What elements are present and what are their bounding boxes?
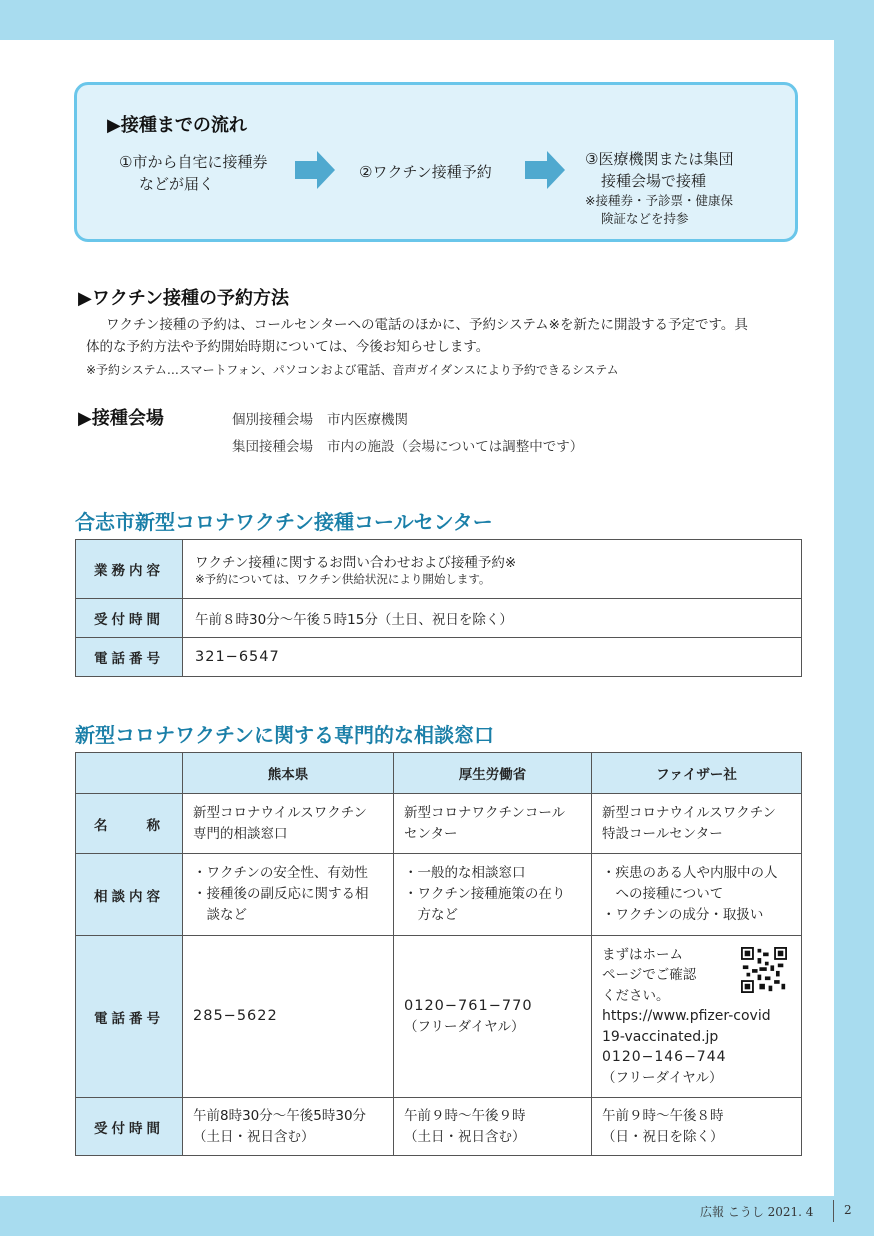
flow-step-1-line1: ①市から自宅に接種券 — [119, 153, 268, 171]
row-value: 午前８時30分～午後５時15分（土日、祝日を除く） — [183, 599, 802, 638]
cell-phone-mhlw — [394, 936, 592, 1098]
pfizer-line: まずはホーム — [602, 946, 683, 963]
reservation-text-1: ワクチン接種の予約は、コールセンターへの電話のほかに、予約システム※を新たに開設する予定です。具 — [106, 317, 748, 333]
venue-row-individual — [232, 408, 408, 428]
pfizer-phone-note: （フリーダイヤル） — [602, 1069, 723, 1086]
column-header: ファイザー社 — [592, 753, 802, 794]
row-label: 業務内容 — [76, 540, 183, 599]
cell-line: （日・祝日を除く） — [602, 1128, 724, 1145]
table-header-row — [76, 753, 802, 794]
pfizer-line: ページでご確認 — [602, 967, 697, 984]
table-row — [76, 599, 802, 638]
cell-line: 特設コールセンター — [602, 825, 723, 842]
venue-title: ▶接種会場 — [78, 408, 164, 429]
cell — [183, 854, 394, 936]
table-row — [76, 540, 802, 599]
cell-line: 談など — [193, 907, 247, 923]
venue-value: 市内の施設（会場については調整中です） — [327, 439, 584, 455]
flow-step-3-note1: ※接種券・予診票・健康保 — [585, 193, 733, 208]
cell — [592, 794, 802, 854]
header-empty — [76, 753, 183, 794]
flow-step-3-line2: 接種会場で接種 — [601, 172, 707, 190]
footer-divider — [833, 1200, 834, 1222]
column-header: 熊本県 — [183, 753, 394, 794]
mhlw-phone-note: （フリーダイヤル） — [404, 1018, 525, 1035]
flow-step-3-note2: 険証などを持参 — [601, 211, 689, 226]
flow-step-1-line2: などが届く — [139, 175, 215, 193]
cell-line: 新型コロナウイルスワクチン — [193, 804, 368, 821]
flow-step-2: ②ワクチン接種予約 — [359, 163, 492, 181]
cell-line: 午前９時～午後９時 — [404, 1107, 526, 1124]
flow-step-3-line1: ③医療機関または集団 — [585, 150, 734, 168]
cell — [394, 1098, 592, 1156]
arrow-right-icon — [295, 151, 335, 189]
cell-line: 新型コロナウイルスワクチン — [602, 804, 777, 821]
cell-line: ・疾患のある人や内服中の人 — [602, 865, 778, 881]
qr-code-icon[interactable] — [741, 947, 787, 993]
table-row — [76, 854, 802, 936]
cell — [592, 1098, 802, 1156]
mhlw-phone: 0120−761−770 — [404, 997, 533, 1014]
cell-line: 新型コロナワクチンコール — [404, 804, 566, 821]
cell-line: ・ワクチン接種施策の在り — [404, 886, 566, 902]
callcenter-phone: 321−6547 — [183, 638, 802, 677]
arrow-right-icon — [525, 151, 565, 189]
cell-line: センター — [404, 825, 458, 842]
pfizer-url-cont[interactable]: 19-vaccinated.jp — [602, 1028, 719, 1045]
cell-line: 方など — [404, 907, 458, 923]
pfizer-line: ください。 — [602, 987, 670, 1004]
row-label: 受付時間 — [76, 599, 183, 638]
venue-label: 個別接種会場 — [232, 412, 313, 428]
column-header: 厚生労働省 — [394, 753, 592, 794]
row-label: 受付時間 — [76, 1098, 183, 1156]
venue-value: 市内医療機関 — [327, 412, 408, 428]
flow-box — [74, 82, 798, 242]
reservation-text-2: 体的な予約方法や予約開始時期については、今後お知らせします。 — [86, 339, 490, 355]
cell-phone-kumamoto: 285−5622 — [183, 936, 394, 1098]
cell-line: 専門的相談窓口 — [193, 825, 288, 842]
footer-publication: 広報 こうし 2021. 4 — [700, 1205, 814, 1219]
cell-line: （土日・祝日含む） — [193, 1128, 315, 1145]
cell — [394, 794, 592, 854]
pfizer-url[interactable]: https://www.pfizer-covid — [602, 1008, 771, 1025]
cell-phone-pfizer — [592, 936, 802, 1098]
reservation-note: ※予約システム…スマートフォン、パソコンおよび電話、音声ガイダンスにより予約できるシステム — [86, 363, 619, 377]
cell-line: への接種について — [602, 886, 724, 902]
cell-line: ・一般的な相談窓口 — [404, 865, 526, 881]
cell-line: ・ワクチンの安全性、有効性 — [193, 865, 368, 881]
table-row — [76, 638, 802, 677]
cell — [183, 794, 394, 854]
row-label: 名 称 — [76, 794, 183, 854]
callcenter-table — [75, 539, 802, 677]
consult-title: 新型コロナワクチンに関する専門的な相談窓口 — [75, 723, 494, 747]
flow-step-3 — [585, 148, 733, 228]
callcenter-service-note: ※予約については、ワクチン供給状況により開始します。 — [195, 572, 491, 586]
flow-step-1 — [119, 151, 267, 195]
venue-row-group — [232, 435, 583, 455]
row-value — [183, 540, 802, 599]
cell-line: 午前９時～午後８時 — [602, 1107, 724, 1124]
cell-line: ・ワクチンの成分・取扱い — [602, 907, 764, 923]
table-row — [76, 794, 802, 854]
table-row — [76, 936, 802, 1098]
row-label: 電話番号 — [76, 936, 183, 1098]
pfizer-phone: 0120−146−744 — [602, 1049, 727, 1066]
cell-line: 午前8時30分～午後5時30分 — [193, 1107, 367, 1124]
cell — [592, 854, 802, 936]
venue-label: 集団接種会場 — [232, 439, 313, 455]
callcenter-title: 合志市新型コロナワクチン接種コールセンター — [75, 510, 493, 534]
page-number: 2 — [844, 1203, 852, 1217]
cell-line: （土日・祝日含む） — [404, 1128, 526, 1145]
consult-table — [75, 752, 802, 1156]
row-label: 相談内容 — [76, 854, 183, 936]
cell — [183, 1098, 394, 1156]
flow-title: ▶接種までの流れ — [107, 115, 247, 136]
cell — [394, 854, 592, 936]
callcenter-service-text: ワクチン接種に関するお問い合わせおよび接種予約※ — [195, 555, 517, 571]
row-label: 電話番号 — [76, 638, 183, 677]
reservation-title: ▶ワクチン接種の予約方法 — [78, 288, 289, 309]
cell-line: ・接種後の副反応に関する相 — [193, 886, 369, 902]
table-row — [76, 1098, 802, 1156]
